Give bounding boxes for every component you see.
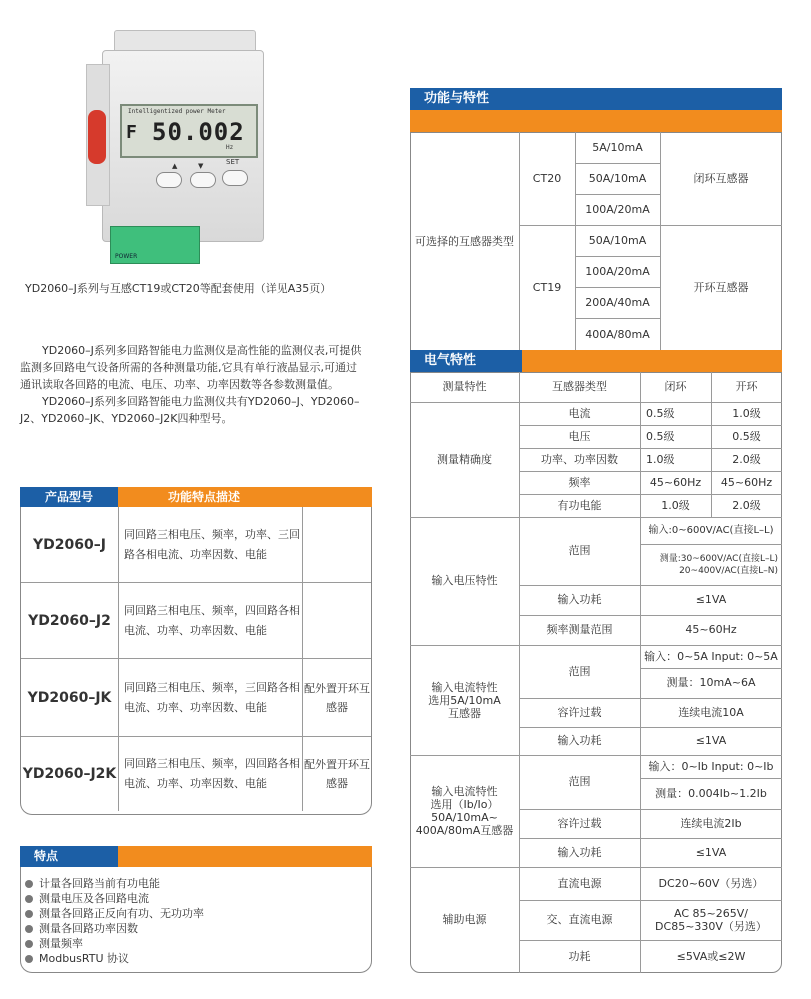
header-open: 开环 — [735, 380, 758, 393]
voltage-freq-label: 频率测量范围 — [546, 623, 613, 636]
voltage-range-label: 范围 — [568, 544, 591, 557]
lcd-value: 50.002 — [152, 118, 245, 146]
aux-acdc-label: 交、直流电源 — [546, 913, 613, 926]
current-ib-overload-value: 连续电流2Ib — [680, 816, 742, 830]
aux-power-consumption-value: ≤5VA或≤2W — [676, 949, 746, 963]
lcd-label: Intelligentized power Meter — [128, 108, 226, 115]
device-down-button — [190, 172, 216, 188]
device-up-button — [156, 172, 182, 188]
model-name: YD2060–JK — [21, 659, 119, 736]
current-5a-label: 输入电流特性 选用5A/10mA 互感器 — [428, 680, 501, 720]
down-arrow-icon: ▼ — [198, 162, 204, 170]
list-item: 测量电压及各回路电流 — [25, 890, 149, 906]
accuracy-name: 电压 — [568, 429, 591, 443]
intro-paragraph-2: YD2060–J系列多回路智能电力监测仪共有YD2060–J、YD2060–J2、YD2060–JK、YD2060–J2K四种型号。 — [20, 395, 360, 425]
ct19-type: 开环互感器 — [693, 281, 749, 294]
current-ib-power-label: 输入功耗 — [557, 845, 602, 859]
bullet-icon — [25, 955, 33, 963]
terminal-label: POWER — [115, 253, 138, 260]
model-description: 同回路三相电压、频率，三回路各相电流、功率、功率因数、电能 — [124, 680, 300, 714]
list-item: 测量各回路功率因数 — [25, 920, 138, 936]
device-lcd-display — [120, 104, 258, 158]
accuracy-closed: 1.0级 — [661, 498, 690, 512]
model-name: YD2060–J — [21, 507, 119, 582]
model-description: 同回路三相电压、频率，功率、三回路各相电流、功率因数、电能 — [124, 527, 300, 561]
accuracy-closed: 0.5级 — [646, 429, 675, 443]
ct19-ratio: 100A/20mA — [585, 264, 650, 278]
model-description: 同回路三相电压、频率，四回路各相电流、功率、功率因数、电能 — [124, 757, 300, 790]
table-row — [21, 737, 371, 811]
current-5a-range-label: 范围 — [568, 664, 591, 678]
power-terminal-block — [110, 226, 200, 264]
bullet-icon — [25, 880, 33, 888]
current-5a-overload-value: 连续电流10A — [678, 705, 744, 719]
list-item: 计量各回路当前有功电能 — [25, 875, 160, 891]
device-image — [72, 30, 282, 265]
header-ct-type: 互感器类型 — [552, 380, 607, 393]
voltage-range-input: 输入:0~600V/AC(直接L–L) — [648, 524, 774, 536]
aux-dc-label: 直流电源 — [557, 876, 602, 890]
list-item: 测量频率 — [25, 935, 83, 951]
current-5a-overload-label: 容许过载 — [557, 705, 602, 719]
voltage-label: 输入电压特性 — [431, 574, 498, 587]
header-closed: 闭环 — [664, 380, 687, 393]
intro-paragraph-1: YD2060–J系列多回路智能电力监测仪是高性能的监测仪表,可提供监测多回路电气设备所需的各种测量功能,它具有单行液晶显示,可通过通讯读取各回路的电流、电压、功率、功率因数等各参数测量值。 — [20, 344, 362, 391]
aux-acdc-value: AC 85~265V/ DC85~330V（另选） — [655, 907, 767, 933]
model-table — [20, 487, 372, 815]
model-name: YD2060–J2K — [21, 737, 119, 811]
features-title: 特点 — [20, 846, 118, 867]
current-ib-overload-label: 容许过载 — [557, 816, 602, 830]
accuracy-name: 频率 — [568, 475, 591, 489]
table-row — [21, 583, 371, 659]
accuracy-open: 45~60Hz — [720, 475, 773, 489]
accuracy-open: 2.0级 — [732, 452, 761, 466]
up-arrow-icon: ▲ — [172, 162, 178, 170]
accuracy-open: 2.0级 — [732, 498, 761, 512]
section-function-title: 功能与特性 — [424, 91, 490, 106]
accuracy-name: 功率、功率因数 — [541, 452, 618, 466]
device-set-button — [222, 170, 248, 186]
current-5a-range-measure: 测量：10mA~6A — [666, 676, 756, 689]
ct20-ratio: 5A/10mA — [592, 140, 643, 154]
current-ib-label: 输入电流特性 选用（Ib/Io） 50A/10mA~ 400A/80mA互感器 — [415, 785, 514, 837]
current-ib-range-measure: 测量：0.004Ib~1.2Ib — [655, 786, 767, 800]
spec-table — [410, 88, 782, 973]
current-ib-power-value: ≤1VA — [695, 845, 727, 859]
bullet-icon — [25, 940, 33, 948]
current-ib-range-input: 输入：0~Ib Input: 0~Ib — [648, 759, 774, 773]
model-description: 同回路三相电压、频率，四回路各相电流、功率、功率因数、电能 — [124, 603, 300, 637]
current-5a-power-value: ≤1VA — [695, 734, 727, 747]
ct20-ratio: 50A/10mA — [588, 171, 647, 185]
accuracy-label: 测量精确度 — [437, 452, 492, 466]
voltage-power-label: 输入功耗 — [557, 593, 602, 606]
lcd-prefix: F — [126, 122, 137, 143]
list-item: 测量各回路正反向有功、无功功率 — [25, 905, 204, 921]
ct20-name: CT20 — [532, 171, 562, 185]
accuracy-open: 0.5级 — [732, 429, 761, 443]
model-note — [302, 583, 371, 658]
current-5a-range-input: 输入：0~5A Input: 0~5A — [644, 649, 778, 663]
intro-paragraphs — [20, 342, 365, 427]
ct-type-label: 可选择的互感器类型 — [415, 234, 514, 248]
section-function-bar — [410, 110, 782, 132]
ct20-type: 闭环互感器 — [693, 171, 749, 185]
description-column-header: 功能特点描述 — [118, 487, 372, 507]
model-column-header: 产品型号 — [20, 487, 118, 507]
ct19-ratio: 50A/10mA — [588, 233, 647, 247]
voltage-power-value: ≤1VA — [695, 593, 727, 606]
accuracy-name: 有功电能 — [557, 498, 602, 512]
set-label: SET — [226, 158, 240, 166]
voltage-freq-value: 45~60Hz — [685, 623, 737, 636]
ct20-ratio: 100A/20mA — [585, 202, 650, 216]
accuracy-closed: 1.0级 — [646, 452, 675, 466]
features-header-bar — [118, 846, 372, 867]
header-measure: 测量特性 — [442, 380, 487, 393]
accuracy-closed: 45~60Hz — [649, 475, 702, 489]
aux-power-consumption-label: 功耗 — [568, 949, 591, 963]
accuracy-closed: 0.5级 — [646, 406, 675, 420]
ct19-ratio: 200A/40mA — [585, 295, 650, 309]
bullet-icon — [25, 895, 33, 903]
aux-dc-value: DC20~60V（另选） — [658, 876, 764, 890]
aux-power-label: 辅助电源 — [442, 913, 487, 926]
accuracy-open: 1.0级 — [732, 406, 761, 420]
list-item: ModbusRTU 协议 — [25, 950, 129, 966]
brand-logo-icon — [88, 110, 106, 164]
current-5a-power-label: 输入功耗 — [557, 734, 602, 747]
bullet-icon — [25, 925, 33, 933]
model-note: 配外置开环互感器 — [302, 737, 371, 811]
ct19-ratio: 400A/80mA — [585, 327, 650, 341]
model-note — [302, 507, 371, 582]
table-row — [21, 507, 371, 583]
model-note: 配外置开环互感器 — [302, 659, 371, 736]
model-table-body — [20, 507, 372, 815]
voltage-range-measure: 测量:30~600V/AC(直接L–L) 20~400V/AC(直接L–N) — [659, 553, 778, 576]
section-electrical-header — [410, 350, 522, 372]
section-function-header — [410, 88, 782, 110]
section-electrical-bar — [522, 350, 782, 372]
image-caption: YD2060–J系列与互感CT19或CT20等配套使用（详见A35页） — [25, 282, 332, 295]
features-list — [20, 867, 372, 973]
lcd-unit: Hz — [226, 144, 234, 151]
section-electrical-title: 电气特性 — [424, 353, 477, 368]
accuracy-name: 电流 — [568, 406, 591, 420]
bullet-icon — [25, 910, 33, 918]
ct19-name: CT19 — [532, 281, 562, 294]
model-name: YD2060–J2 — [21, 583, 119, 658]
current-ib-range-label: 范围 — [568, 775, 591, 788]
features-header — [20, 846, 372, 867]
table-row — [21, 659, 371, 737]
